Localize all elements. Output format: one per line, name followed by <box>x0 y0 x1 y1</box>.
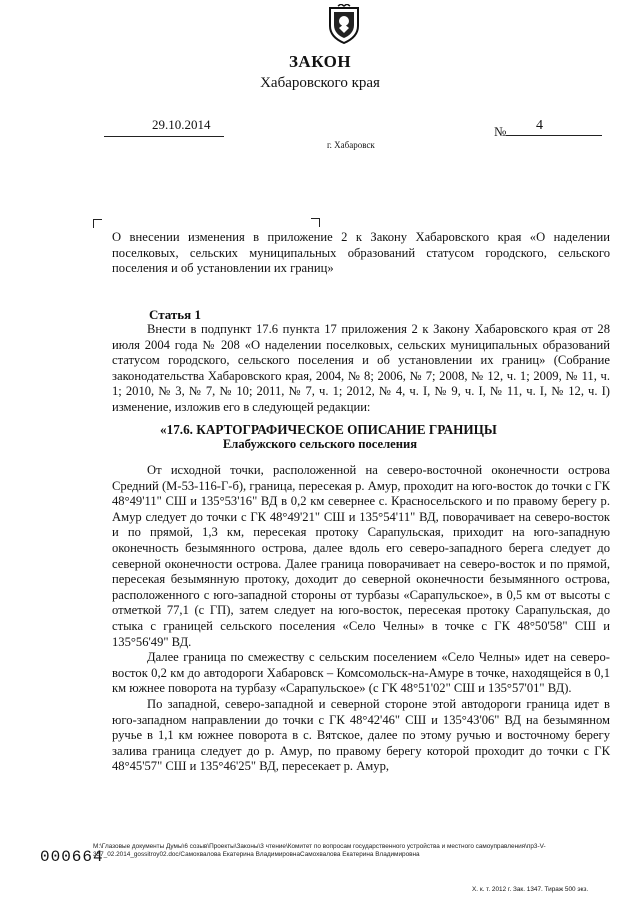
print-info: Х. к. т. 2012 г. Зак. 1347. Тираж 500 экз. <box>472 886 589 893</box>
city-label: г. Хабаровск <box>327 140 375 150</box>
article-text: Внести в подпункт 17.6 пункта 17 приложения 2 к Закону Хабаровского края от 28 июля 2004 года № 208 «О наделении поселковых, сельских муниципальных образований статусом городского, сельского поселения и об установлении их границ» (Собрание законодательства Хабаровского края, 2004, № 8; 2006, № 7; 2008, № 12, ч. 1; 2009, № 11, ч. 1; 2010, № 3, № 7, № 10; 2011, № 7, ч. 1; 2012, № 4, ч. I, № 9, ч. I, № 11, ч. I, № 12, ч. I) изменение, изложив его в следующей редакции: <box>112 322 610 414</box>
article-heading: Статья 1 <box>149 307 201 322</box>
document-code: 000664 <box>40 848 104 866</box>
body-paragraph: От исходной точки, расположенной на северо-восточной оконечности острова Средний (М-53-116-Г-б), граница, пересекая р. Амур, проходит на юго-восток до точки с ГК 48°49'11" СШ и 135°53'16" ВД в 0,2 км севернее с. Красносельского и по правому берегу р. Амур следует до точки с ГК 48°49'21" СШ и 135°54'11" ВД, поворачивает на северо-восток и по прямой, 1,3 км, пересекая протоку Сарапульская, приходит на юго-западную оконечность безымянного острова, далее вдоль его северо-западного берега следует до северной оконечности острова. Далее граница поворачивает на северо-восток и по прямой, пересекая безымянную протоку, доходит до северной оконечности безымянного острова, расположенного с юго-западной стороны от турбазы «Сарапульское», в 0,5 км от высоты с отметкой 77,1 (с ГП), затем следует на юго-восток, пересекая протоку Сарапульская, до стыка с границей сельского поселения «Село Челны» в точке с ГК 48°50'58" СШ и 135°56'49" ВД. <box>112 463 610 649</box>
bracket-left-mark <box>93 219 102 228</box>
preamble-text: О внесении изменения в приложение 2 к Закону Хабаровского края «О наделении поселковых, сельских муниципальных образований статусом городского, сельского поселения и об установлении их границ» <box>112 230 610 276</box>
document-title: ЗАКОН <box>288 52 352 71</box>
section-body <box>112 463 610 775</box>
document-date: 29.10.2014 <box>152 117 211 132</box>
document-subtitle: Хабаровского края <box>260 75 380 91</box>
date-underline <box>104 136 224 137</box>
body-paragraph: Далее граница по смежеству с сельским поселением «Село Челны» идет на северо-восток 0,2 км до автодороги Хабаровск – Комсомольск-на-Амуре в точке, находящейся в 0,1 км южнее поворота на турбазу «Сарапульское» (с ГК 48°51'02" СШ и 135°57'01" ВД). <box>112 650 610 696</box>
coat-of-arms-emblem <box>327 4 361 44</box>
body-paragraph: По западной, северо-западной и северной стороне этой автодороги граница идет в юго-западном направлении до точки с ГК 48°42'46" СШ и 135°43'06" ВД на безымянном ручье в 1,1 км южнее поворота в с. Вятское, далее по этому ручью и восточному берегу залива граница следует до р. Амур, по правому берегу которой проходит до точки с ГК 48°45'57" СШ и 135°46'25" ВД, пересекает р. Амур, <box>112 696 610 774</box>
document-number: 4 <box>536 118 543 133</box>
section-subtitle: Елабужского сельского поселения <box>222 437 418 451</box>
number-label: № <box>494 124 507 139</box>
bracket-right-mark <box>311 218 320 227</box>
number-underline <box>506 135 602 136</box>
section-title: «17.6. КАРТОГРАФИЧЕСКОЕ ОПИСАНИЕ ГРАНИЦЫ <box>160 422 497 437</box>
footer-file-path: M:\Глазовые документы Думы\6 созыв\Проекты\Законы\3 чтение\Комитет по вопросам государственного устройства и местного самоуправления\пр3-V-357_02.2014_gossitroy02.doc/Самохвалова Екатерина ВладимировнаСамохвалова Екатерина Владимировна <box>93 843 546 858</box>
